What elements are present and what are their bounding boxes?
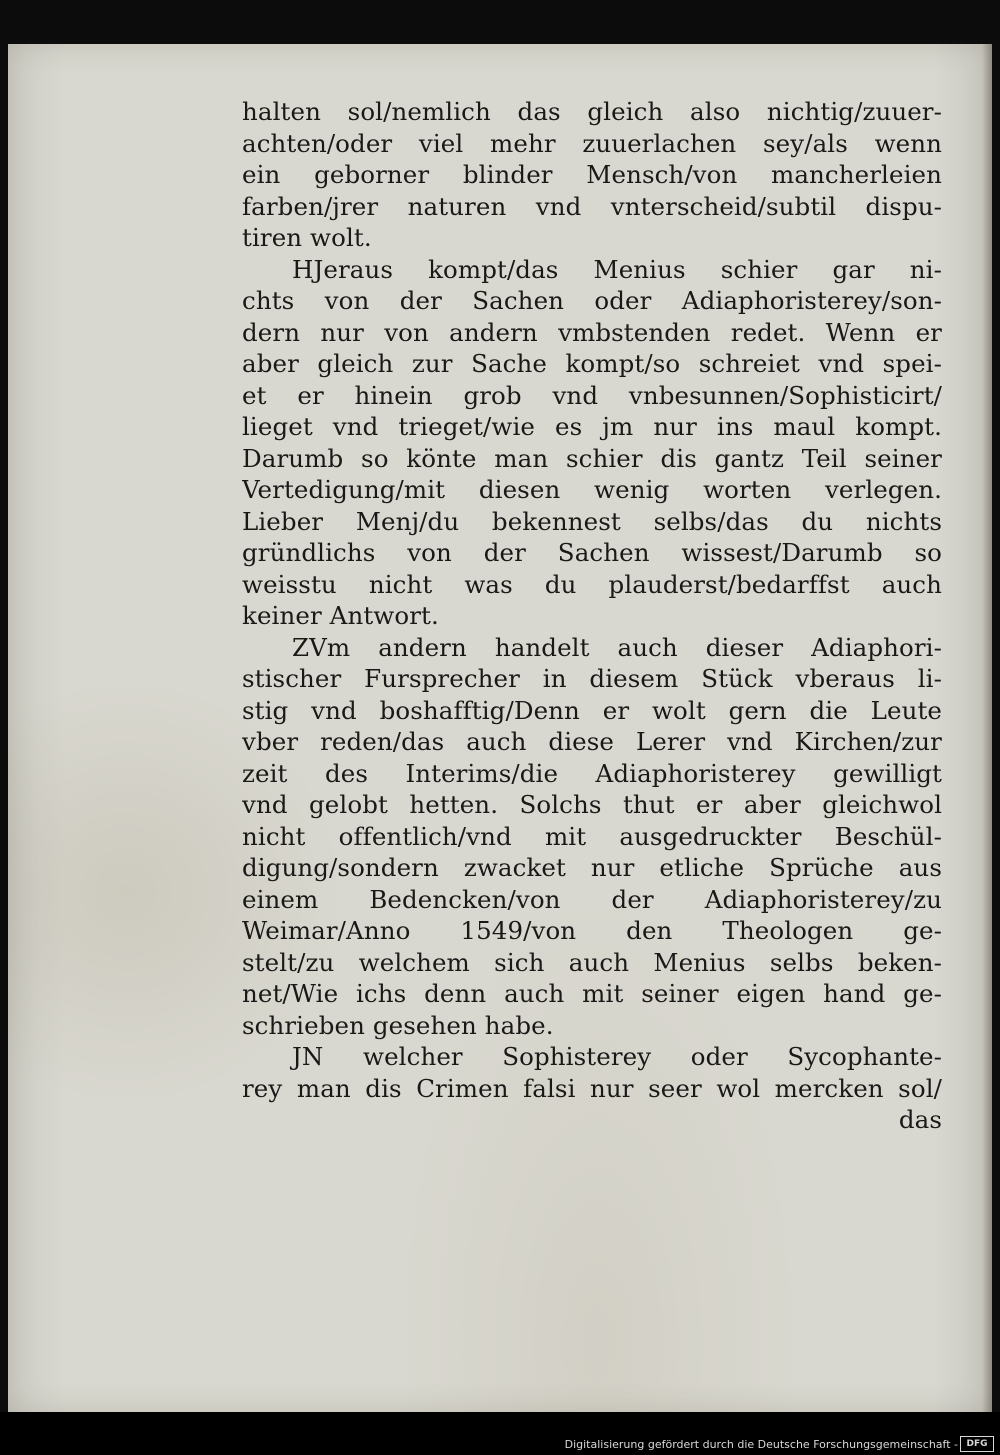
text-line: digung/sondern zwacket nur etliche Sprüche aus <box>242 853 942 882</box>
text-line: stelt/zu welchem sich auch Menius selbs beken- <box>242 947 942 977</box>
text-line: zeit des Interims/die Adiaphoristerey gewilligt <box>242 758 942 788</box>
text-line: et er hinein grob vnd vnbesunnen/Sophisticirt/ <box>242 380 942 410</box>
text-line: JN welcher Sophisterey oder Sycophante- <box>292 1042 942 1071</box>
text-line: Weimar/Anno 1549/von den Theologen ge- <box>242 916 942 945</box>
text-line: ein geborner blinder Mensch/von mancherleien <box>242 160 942 189</box>
text-line: dern nur von andern vmbstenden redet. Wenn er <box>242 317 942 347</box>
text-line: Vertedigung/mit diesen wenig worten verlegen. <box>242 475 942 504</box>
text-line: halten sol/nemlich das gleich also nichtig/zuuer- <box>242 97 942 126</box>
text-line: HJeraus kompt/das Menius schier gar ni- <box>292 254 942 284</box>
text-line: gründlichs von der Sachen wissest/Darumb so <box>242 538 942 567</box>
text-line: rey man dis Crimen falsi nur seer wol mercken sol/ <box>242 1073 942 1103</box>
page-edge-shadow <box>982 44 992 1412</box>
page-text-block <box>242 96 942 1136</box>
text-line: keiner Antwort. <box>242 601 439 630</box>
text-line: schrieben gesehen habe. <box>242 1010 554 1040</box>
catchword: das <box>898 1105 942 1134</box>
text-line: Darumb so könte man schier dis gantz Teil seiner <box>242 443 942 473</box>
dfg-logo-icon: DFG <box>960 1436 994 1452</box>
text-line: vber reden/das auch diese Lerer vnd Kirchen/zur <box>242 727 942 756</box>
text-line: Lieber Menj/du bekennest selbs/das du nichts <box>242 506 942 536</box>
text-line: achten/oder viel mehr zuuerlachen sey/als wenn <box>242 128 942 158</box>
text-line: farben/jrer naturen vnd vnterscheid/subtil dispu- <box>242 191 942 221</box>
text-line: aber gleich zur Sache kompt/so schreiet vnd spei- <box>242 349 942 378</box>
text-line: tiren wolt. <box>242 223 372 252</box>
text-line: stig vnd boshafftig/Denn er wolt gern die Leute <box>242 695 942 725</box>
text-line: weisstu nicht was du plauderst/bedarffst auch <box>242 569 942 599</box>
text-line: net/Wie ichs denn auch mit seiner eigen hand ge- <box>242 979 942 1008</box>
text-line: vnd gelobt hetten. Solchs thut er aber gleichwol <box>242 790 942 819</box>
text-line: stischer Fursprecher in diesem Stück vberaus li- <box>242 664 942 693</box>
digitization-credit: Digitalisierung gefördert durch die Deutsche Forschungsgemeinschaft - <box>564 1438 958 1451</box>
footer-bar <box>0 1412 1000 1455</box>
text-line: nicht offentlich/vnd mit ausgedruckter Beschül- <box>242 821 942 851</box>
text-line: einem Bedencken/von der Adiaphoristerey/zu <box>242 884 942 914</box>
text-line: lieget vnd trieget/wie es jm nur ins maul kompt. <box>242 412 942 441</box>
text-line: ZVm andern handelt auch dieser Adiaphori- <box>292 632 942 662</box>
text-line: chts von der Sachen oder Adiaphoristerey/son- <box>242 286 942 315</box>
